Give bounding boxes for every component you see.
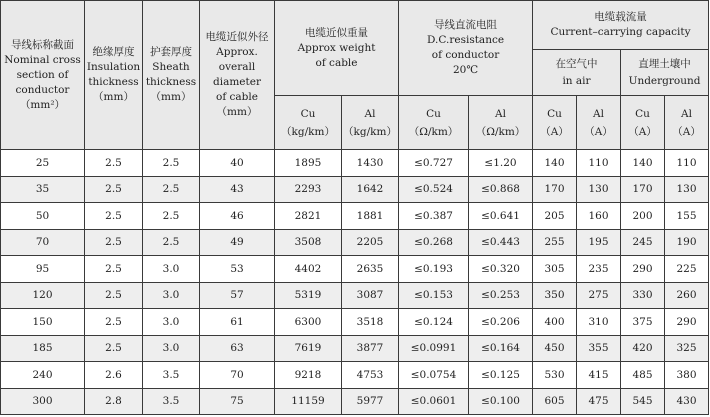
table-row	[1, 309, 709, 336]
table-row	[1, 282, 709, 309]
table-cell: ≤0.206	[469, 309, 533, 336]
table-cell: 53	[200, 256, 275, 283]
table-cell: 160	[577, 203, 621, 230]
table-cell: 6300	[275, 309, 342, 336]
table-cell: 1881	[342, 203, 399, 230]
table-cell: 195	[577, 229, 621, 256]
table-cell: 415	[577, 362, 621, 389]
table-row	[1, 335, 709, 362]
table-cell: 25	[1, 150, 85, 177]
table-cell: ≤0.100	[469, 388, 533, 415]
table-row	[1, 362, 709, 389]
table-cell: 150	[1, 309, 85, 336]
table-cell: 43	[200, 176, 275, 203]
table-cell: ≤0.524	[399, 176, 469, 203]
table-row	[1, 176, 709, 203]
table-cell: 330	[621, 282, 665, 309]
table-cell: 2.5	[85, 256, 143, 283]
table-row	[1, 203, 709, 230]
table-cell: 380	[665, 362, 709, 389]
table-cell: ≤0.868	[469, 176, 533, 203]
table-cell: 3.0	[143, 335, 200, 362]
table-cell: 7619	[275, 335, 342, 362]
header-weight-cu: Cu （kg/km）	[275, 96, 342, 150]
table-cell: 355	[577, 335, 621, 362]
table-cell: 350	[533, 282, 577, 309]
table-cell: 2635	[342, 256, 399, 283]
table-cell: 420	[621, 335, 665, 362]
table-cell: 450	[533, 335, 577, 362]
header-resistance-cu: Cu （Ω/km）	[399, 96, 469, 150]
table-cell: 140	[533, 150, 577, 177]
table-cell: 300	[1, 388, 85, 415]
header-diameter: 电缆近似外径 Approx. overall diameter of cable （mm）	[200, 1, 275, 150]
table-cell: 70	[1, 229, 85, 256]
table-cell: 9218	[275, 362, 342, 389]
table-cell: 225	[665, 256, 709, 283]
table-cell: ≤1.20	[469, 150, 533, 177]
header-resistance: 导线直流电阻 D.C.resistance of conductor 20℃	[399, 1, 533, 96]
table-cell: ≤0.387	[399, 203, 469, 230]
header-air-cu: Cu （A）	[533, 96, 577, 150]
table-cell: 2.6	[85, 362, 143, 389]
table-cell: 3.0	[143, 256, 200, 283]
table-row	[1, 388, 709, 415]
header-cross-section: 导线标称截面 Nominal cross section of conductor （mm²）	[1, 1, 85, 150]
table-cell: 11159	[275, 388, 342, 415]
table-cell: 3877	[342, 335, 399, 362]
table-cell: 46	[200, 203, 275, 230]
table-cell: 130	[577, 176, 621, 203]
table-cell: ≤0.253	[469, 282, 533, 309]
table-cell: 400	[533, 309, 577, 336]
table-cell: 475	[577, 388, 621, 415]
table-cell: 50	[1, 203, 85, 230]
table-cell: 3087	[342, 282, 399, 309]
table-cell: 49	[200, 229, 275, 256]
table-cell: 95	[1, 256, 85, 283]
table-cell: 3518	[342, 309, 399, 336]
table-cell: 170	[533, 176, 577, 203]
table-cell: 235	[577, 256, 621, 283]
table-cell: 2.5	[85, 150, 143, 177]
table-cell: 40	[200, 150, 275, 177]
table-cell: ≤0.124	[399, 309, 469, 336]
table-cell: 430	[665, 388, 709, 415]
table-cell: 3.0	[143, 309, 200, 336]
table-cell: 200	[621, 203, 665, 230]
table-cell: 75	[200, 388, 275, 415]
table-cell: 2.5	[143, 150, 200, 177]
table-cell: ≤0.0601	[399, 388, 469, 415]
table-cell: 305	[533, 256, 577, 283]
table-cell: 310	[577, 309, 621, 336]
table-cell: 2205	[342, 229, 399, 256]
table-cell: 140	[621, 150, 665, 177]
table-cell: 2.5	[85, 229, 143, 256]
table-cell: 290	[621, 256, 665, 283]
table-body	[1, 150, 709, 415]
table-row	[1, 256, 709, 283]
table-cell: ≤0.0991	[399, 335, 469, 362]
table-cell: 70	[200, 362, 275, 389]
table-cell: 57	[200, 282, 275, 309]
table-cell: 2.8	[85, 388, 143, 415]
table-cell: 240	[1, 362, 85, 389]
table-row	[1, 150, 709, 177]
table-cell: 130	[665, 176, 709, 203]
table-cell: 4402	[275, 256, 342, 283]
table-cell: 2.5	[85, 309, 143, 336]
table-cell: 3.5	[143, 362, 200, 389]
table-cell: 2293	[275, 176, 342, 203]
table-cell: 260	[665, 282, 709, 309]
table-cell: 485	[621, 362, 665, 389]
table-cell: 2.5	[85, 282, 143, 309]
table-cell: 1895	[275, 150, 342, 177]
table-cell: 61	[200, 309, 275, 336]
table-cell: 185	[1, 335, 85, 362]
header-resistance-al: Al （Ω/km）	[469, 96, 533, 150]
table-cell: 605	[533, 388, 577, 415]
table-cell: 2.5	[143, 229, 200, 256]
table-cell: ≤0.320	[469, 256, 533, 283]
table-cell: 325	[665, 335, 709, 362]
header-underground: 直埋土壤中 Underground	[621, 50, 709, 96]
header-in-air: 在空气中 in air	[533, 50, 621, 96]
table-cell: ≤0.153	[399, 282, 469, 309]
table-cell: 5319	[275, 282, 342, 309]
table-cell: 110	[665, 150, 709, 177]
table-cell: ≤0.443	[469, 229, 533, 256]
table-cell: 3.0	[143, 282, 200, 309]
table-cell: 35	[1, 176, 85, 203]
table-cell: 110	[577, 150, 621, 177]
table-cell: ≤0.0754	[399, 362, 469, 389]
table-cell: ≤0.164	[469, 335, 533, 362]
header-underground-cu: Cu （A）	[621, 96, 665, 150]
table-cell: ≤0.125	[469, 362, 533, 389]
table-cell: 120	[1, 282, 85, 309]
table-cell: 5977	[342, 388, 399, 415]
table-cell: ≤0.193	[399, 256, 469, 283]
table-cell: 275	[577, 282, 621, 309]
table-cell: 2.5	[85, 176, 143, 203]
table-cell: 245	[621, 229, 665, 256]
table-cell: 375	[621, 309, 665, 336]
header-weight-al: Al （kg/km）	[342, 96, 399, 150]
table-cell: 3508	[275, 229, 342, 256]
table-cell: 190	[665, 229, 709, 256]
header-sheath: 护套厚度 Sheath thickness （mm）	[143, 1, 200, 150]
table-cell: ≤0.641	[469, 203, 533, 230]
table-cell: 1430	[342, 150, 399, 177]
header-capacity: 电缆载流量 Current–carrying capacity	[533, 1, 709, 50]
table-row	[1, 229, 709, 256]
table-cell: 2.5	[143, 176, 200, 203]
table-cell: 155	[665, 203, 709, 230]
table-cell: 2.5	[143, 203, 200, 230]
table-cell: 3.5	[143, 388, 200, 415]
table-cell: 1642	[342, 176, 399, 203]
table-cell: ≤0.268	[399, 229, 469, 256]
table-cell: 2.5	[85, 203, 143, 230]
table-cell: 170	[621, 176, 665, 203]
header-weight: 电缆近似重量 Approx weight of cable	[275, 1, 399, 96]
table-cell: ≤0.727	[399, 150, 469, 177]
table-cell: 255	[533, 229, 577, 256]
table-cell: 2.5	[85, 335, 143, 362]
table-cell: 63	[200, 335, 275, 362]
table-cell: 2821	[275, 203, 342, 230]
table-cell: 4753	[342, 362, 399, 389]
header-air-al: Al （A）	[577, 96, 621, 150]
table-cell: 545	[621, 388, 665, 415]
header-underground-al: Al （A）	[665, 96, 709, 150]
table-cell: 530	[533, 362, 577, 389]
table-cell: 205	[533, 203, 577, 230]
header-insulation: 绝缘厚度 Insulation thickness （mm）	[85, 1, 143, 150]
table-cell: 290	[665, 309, 709, 336]
